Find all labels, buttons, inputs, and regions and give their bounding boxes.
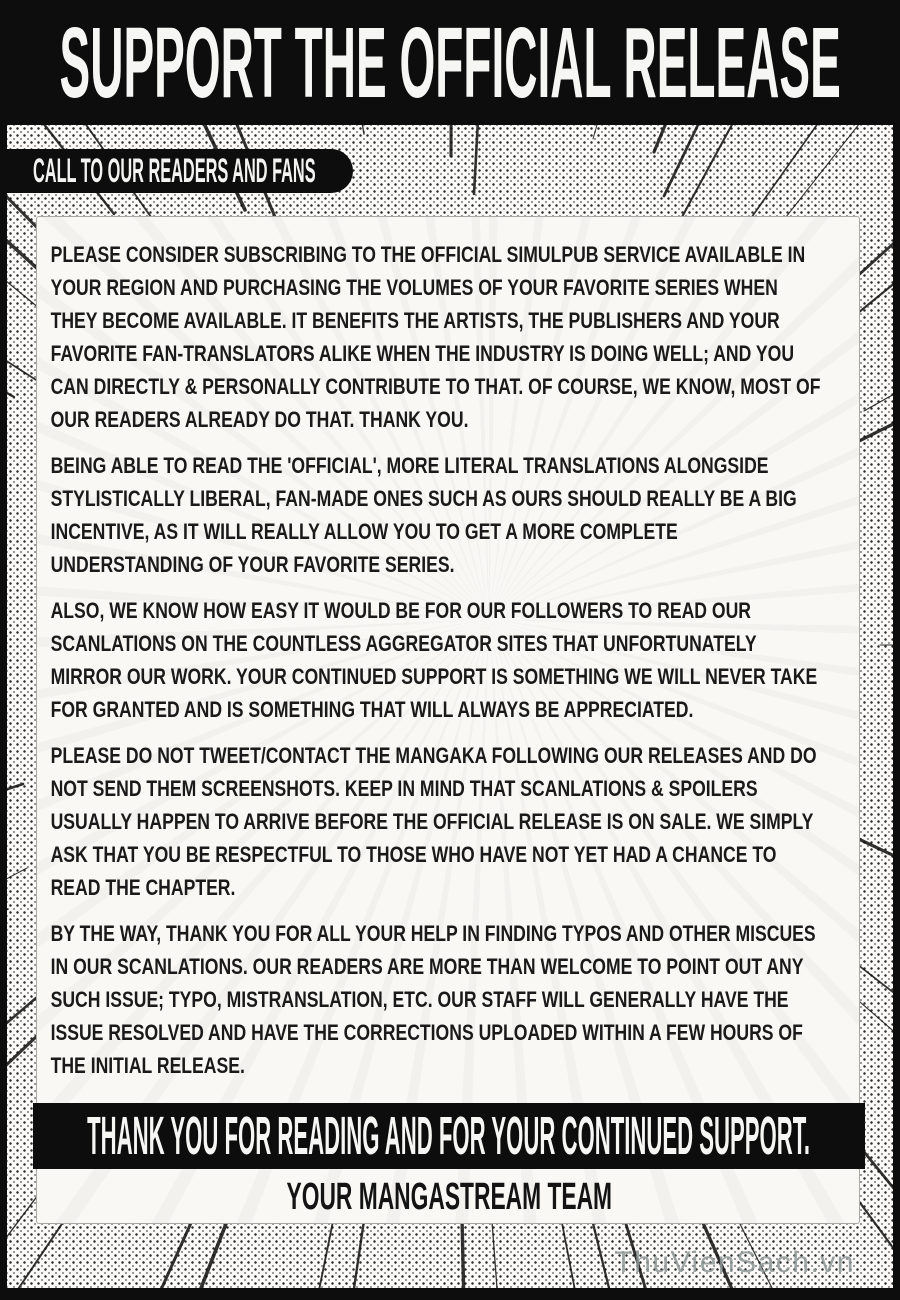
notice-paragraph: PLEASE DO NOT TWEET/CONTACT THE MANGAKA FOLLOWING OUR RELEASES AND DO NOT SEND THEM SCREENSHOTS. KEEP IN MIND THAT SCANLATIONS & SPOILERS USUALLY HAPPEN TO ARRIVE BEFORE THE OFFICIAL RELEASE IS ON SALE. WE SIMPLY ASK THAT YOU BE RESPECTFUL TO THOSE WHO HAVE NOT YET HAD A CHANCE TO READ THE CHAPTER.: [50, 743, 817, 900]
page-title: SUPPORT THE OFFICIAL RELEASE: [59, 6, 841, 119]
notice-paragraph: PLEASE CONSIDER SUBSCRIBING TO THE OFFICIAL SIMULPUB SERVICE AVAILABLE IN YOUR REGION AND PURCHASING THE VOLUMES OF YOUR FAVORITE SERIES WHEN THEY BECOME AVAILABLE. IT BENEFITS THE ARTISTS, THE PUBLISHERS AND YOUR FAVORITE FAN-TRANSLATORS ALIKE WHEN THE INDUSTRY IS DOING WELL; AND YOU CAN DIRECTLY & PERSONALLY CONTRIBUTE TO THAT. OF COURSE, WE KNOW, MOST OF OUR READERS ALREADY DO THAT. THANK YOU.: [50, 242, 821, 432]
top-banner: [0, 0, 900, 125]
readers-note-tag-label: CALL TO OUR READERS AND FANS: [33, 152, 316, 190]
notice-sheet: [36, 216, 860, 1224]
site-watermark: ThuVienSach.vn: [614, 1246, 855, 1279]
notice-paragraph: BEING ABLE TO READ THE 'OFFICIAL', MORE LITERAL TRANSLATIONS ALONGSIDE STYLISTICALLY LIBERAL, FAN-MADE ONES SUCH AS OURS SHOULD REALLY BE A BIG INCENTIVE, AS IT WILL REALLY ALLOW YOU TO GET A MORE COMPLETE UNDERSTANDING OF YOUR FAVORITE SERIES.: [50, 453, 797, 577]
readers-note-tag: [7, 149, 353, 193]
thank-you-banner: [33, 1103, 865, 1169]
notice-paragraph: BY THE WAY, THANK YOU FOR ALL YOUR HELP IN FINDING TYPOS AND OTHER MISCUES IN OUR SCANLATIONS. OUR READERS ARE MORE THAN WELCOME TO POINT OUT ANY SUCH ISSUE; TYPO, MISTRANSLATION, ETC. OUR STAFF WILL GENERALLY HAVE THE ISSUE RESOLVED AND HAVE THE CORRECTIONS UPLOADED WITHIN A FEW HOURS OF THE INITIAL RELEASE.: [50, 921, 816, 1077]
notice-paragraph: ALSO, WE KNOW HOW EASY IT WOULD BE FOR OUR FOLLOWERS TO READ OUR SCANLATIONS ON THE COUNTLESS AGGREGATOR SITES THAT UNFORTUNATELY MIRROR OUR WORK. YOUR CONTINUED SUPPORT IS SOMETHING WE WILL NEVER TAKE FOR GRANTED AND IS SOMETHING THAT WILL ALWAYS BE APPRECIATED.: [50, 598, 818, 722]
notice-body: [37, 217, 829, 1077]
thank-you-banner-text: THANK YOU FOR READING AND FOR YOUR CONTINUED SUPPORT.: [87, 1106, 811, 1166]
team-signature-text: YOUR MANGASTREAM TEAM: [286, 1176, 612, 1218]
team-signature: [37, 1169, 861, 1225]
